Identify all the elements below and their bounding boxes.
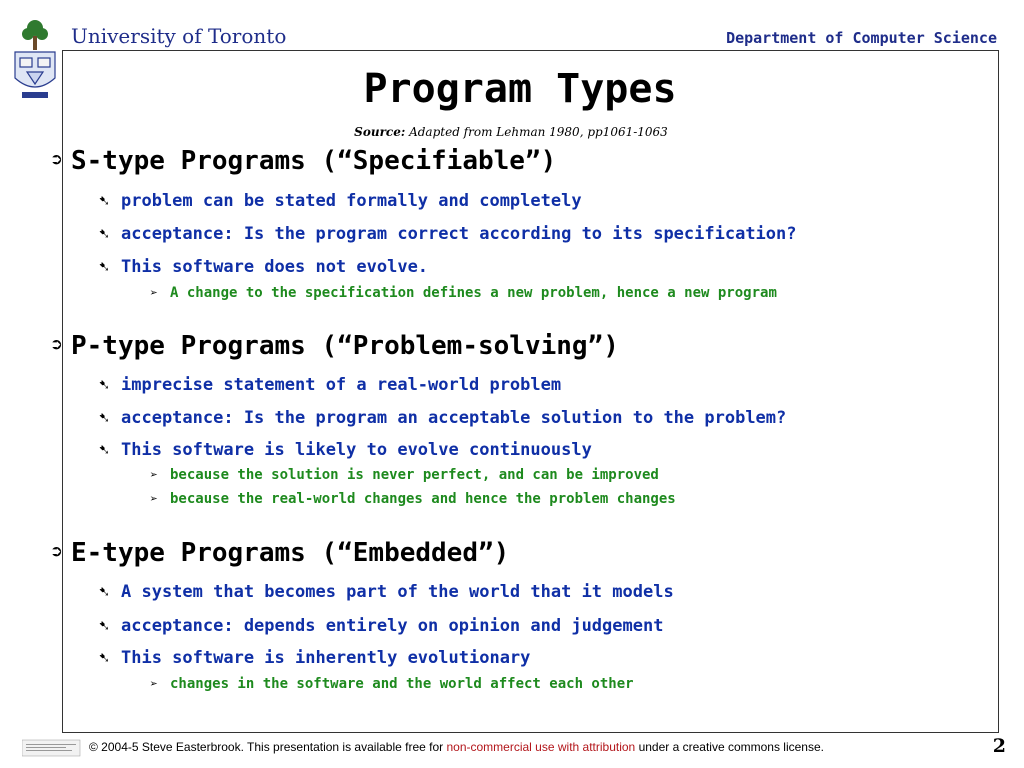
triangle-right-icon: ➢: [150, 286, 158, 301]
sub-list-item: [150, 491, 676, 507]
list-item-text: This software is likely to evolve continuously: [121, 440, 592, 460]
list-item: [99, 375, 561, 395]
list-item: [99, 257, 428, 277]
list-item-text: This software does not evolve.: [121, 257, 429, 277]
slide-title: Program Types: [363, 66, 677, 112]
section-heading-text: S-type Programs (“Specifiable”): [71, 146, 557, 176]
arrow-circle-right-icon: ➲: [51, 334, 63, 356]
list-item: [99, 224, 797, 244]
sub-list-item-text: A change to the specification defines a new problem, hence a new program: [170, 285, 777, 301]
university-name: University of Toronto: [71, 24, 287, 48]
triangle-right-icon: ➢: [150, 677, 158, 692]
drop-arrow-icon: ➷: [99, 375, 109, 394]
section-heading-s-type: [51, 146, 556, 176]
section-heading-p-type: [51, 331, 619, 361]
section-heading-text: P-type Programs (“Problem-solving”): [71, 331, 619, 361]
list-item-text: acceptance: Is the program an acceptable solution to the problem?: [121, 408, 787, 428]
list-item: [99, 582, 674, 602]
list-item-text: acceptance: depends entirely on opinion and judgement: [121, 616, 664, 636]
arrow-circle-right-icon: ➲: [51, 149, 63, 171]
list-item: [99, 440, 592, 460]
list-item-text: problem can be stated formally and completely: [121, 191, 582, 211]
license-link[interactable]: non-commercial use with attribution: [446, 740, 636, 754]
drop-arrow-icon: ➷: [99, 408, 109, 427]
list-item: [99, 616, 663, 636]
triangle-right-icon: ➢: [150, 492, 158, 507]
list-item: [99, 648, 530, 668]
list-item: [99, 191, 582, 211]
arrow-circle-right-icon: ➲: [51, 541, 63, 563]
drop-arrow-icon: ➷: [99, 648, 109, 667]
triangle-right-icon: ➢: [150, 468, 158, 483]
sub-list-item: [150, 467, 659, 483]
section-heading-text: E-type Programs (“Embedded”): [71, 538, 510, 568]
sub-list-item: [150, 676, 634, 692]
footer-copyright: © 2004-5 Steve Easterbrook. This presentation is available free for: [89, 740, 447, 754]
source-text: Adapted from Lehman 1980, pp1061-1063: [405, 125, 668, 139]
source-label: Source:: [354, 125, 406, 139]
department-name: Department of Computer Science: [726, 29, 997, 47]
sub-list-item-text: because the real-world changes and hence the problem changes: [170, 491, 676, 507]
drop-arrow-icon: ➷: [99, 616, 109, 635]
list-item-text: imprecise statement of a real-world problem: [121, 375, 562, 395]
creative-commons-logo: [22, 738, 82, 758]
sub-list-item: [150, 285, 777, 301]
list-item-text: A system that becomes part of the world that it models: [121, 582, 674, 602]
footer-suffix: under a creative commons license.: [635, 740, 824, 754]
drop-arrow-icon: ➷: [99, 440, 109, 459]
sub-list-item-text: because the solution is never perfect, and can be improved: [170, 467, 659, 483]
drop-arrow-icon: ➷: [99, 582, 109, 601]
page-number: 2: [992, 735, 1006, 757]
source-citation: [0, 125, 1022, 139]
drop-arrow-icon: ➷: [99, 224, 109, 243]
list-item-text: acceptance: Is the program correct according to its specification?: [121, 224, 797, 244]
section-heading-e-type: [51, 538, 509, 568]
list-item: [99, 408, 786, 428]
drop-arrow-icon: ➷: [99, 191, 109, 210]
drop-arrow-icon: ➷: [99, 257, 109, 276]
footer-license: [89, 740, 824, 754]
list-item-text: This software is inherently evolutionary: [121, 648, 531, 668]
sub-list-item-text: changes in the software and the world affect each other: [170, 676, 634, 692]
